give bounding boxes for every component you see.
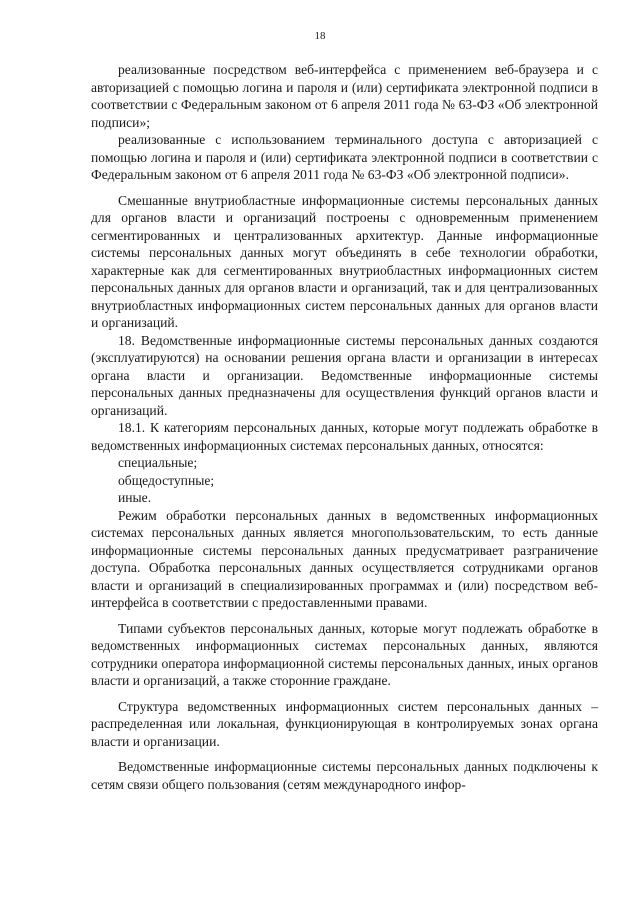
category-item-other: иные. — [118, 490, 152, 505]
paragraph-structure: Структура ведомственных информационных систем персональных данных – распределенная или локальная, функционирующая в контролируемых зонах органа власти и организации. — [91, 698, 598, 749]
paragraph-mixed-systems: Смешанные внутриобластные информационные системы персональных данных для органов власти и организаций построены с одновременным применением сегментированных и централизованных архитектур. Данные информационные системы персональных данных могут объединять в себе технологии обработки, характерные как для сегментированных внутриобластных информационных систем персональных данных для органов власти и организаций, так и для централизованных внутриобластных информационных систем персональных данных для органов власти и организаций. — [91, 192, 598, 330]
category-item-public: общедоступные; — [118, 472, 215, 488]
paragraph-section-18: 18. Ведомственные информационные системы персональных данных создаются (эксплуатируются) на основании решения органа власти и организации в интересах органа власти и организации. Ведомственные информационные системы персональных данных предназначены для осуществления функций органов власти и организаций. — [91, 332, 598, 418]
paragraph-web-interface: реализованные посредством веб-интерфейса с применением веб-браузера и с авторизацией с помощью логина и пароля и (или) сертификата электронной подписи в соответствии с Федеральным законом от 6 апреля 2011 года № 63-ФЗ «Об электронной подписи»; — [91, 62, 598, 130]
paragraph-terminal-access: реализованные с использованием терминального доступа с авторизацией с помощью логина и пароля и (или) сертификата электронной подписи в соответствии с Федеральным законом от 6 апреля 2011 года № 63-ФЗ «Об электронной подписи». — [91, 132, 598, 182]
paragraph-subject-types: Типами субъектов персональных данных, которые могут подлежать обработке в ведомственных информационных системах персональных данных, являются сотрудники оператора информационной системы персональных данных, иных органов власти и организаций, а также сторонние граждане. — [91, 620, 598, 688]
paragraph-processing-mode: Режим обработки персональных данных в ведомственных информационных системах персональных данных является многопользовательским, то есть данные информационные системы персональных данных предусматривает разграничение доступа. Обработка персональных данных осуществляется сотрудниками органов власти и организаций в специализированных программах и (или) посредством веб-интерфейса в соответствии с предоставленными правами. — [91, 507, 598, 610]
paragraph-network-connection: Ведомственные информационные системы персональных данных подключены к сетям связи общего пользования (сетям международного инфор- — [91, 759, 598, 792]
paragraph-section-18-1: 18.1. К категориям персональных данных, которые могут подлежать обработке в ведомственных информационных системах персональных данных, относятся: — [91, 420, 598, 453]
category-item-special: специальные; — [118, 455, 198, 470]
page-number: 18 — [314, 30, 326, 42]
category-list — [91, 454, 598, 507]
document-body — [91, 61, 598, 793]
